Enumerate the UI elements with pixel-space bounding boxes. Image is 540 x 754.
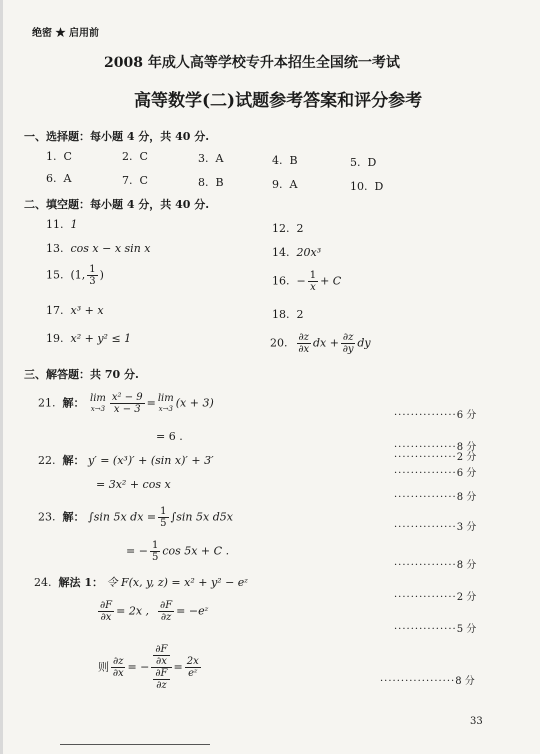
document-title: 高等数学(二)试题参考答案和评分参考 <box>134 91 423 111</box>
fill-answer-17: 17. x³ + x <box>46 304 104 317</box>
fill-answer-16: 16. − $\frac{1}{x}$ + C <box>272 270 342 293</box>
exam-title: 2008 年成人高等学校专升本招生全国统一考试 <box>104 55 400 71</box>
mc-answer: 4. B <box>272 154 298 167</box>
scan-artifact-bottom <box>60 744 210 751</box>
score-marker: ···············5 分 <box>394 624 477 635</box>
score-marker: ···············8 分 <box>394 560 477 571</box>
score-marker: ···············6 分 <box>394 468 477 479</box>
mc-answer: 7. C <box>122 174 148 187</box>
mc-answer: 2. C <box>122 150 148 163</box>
fill-answer-18: 18. 2 <box>272 308 304 321</box>
section-3-heading: 三、解答题：共 70 分. <box>24 368 139 381</box>
score-marker: ···············8 分 <box>394 442 477 453</box>
solution-24: 24. 解法 1： 令 F(x, y, z) = x² + y² − eᶻ <box>34 576 248 589</box>
mc-answer: 1. C <box>46 150 72 163</box>
solution-24-partials: $\frac{\partial F}{\partial x}$ = 2x , $\frac{\partial F}{\partial z}$ = −eᶻ <box>100 600 209 623</box>
score-marker: ···············3 分 <box>394 522 477 533</box>
fill-answer-13: 13. cos x − x sin x <box>46 242 151 255</box>
page-number: 33 <box>470 716 483 727</box>
score-marker: ···············2 分 <box>394 592 477 603</box>
fill-answer-14: 14. 20x³ <box>272 246 322 259</box>
solution-24-result: 则 $\frac{\partial z}{\partial x}$ = − $\frac{\frac{\partial F}{\partial x}}{\frac{\partial F}{\partial z}}$ = $\frac{2x}{\text{eᶻ}}$ <box>98 644 199 691</box>
fill-answer-19: 19. x² + y² ≤ 1 <box>46 332 132 345</box>
fill-answer-11: 11. 1 <box>46 218 78 231</box>
mc-answer: 8. B <box>198 176 224 189</box>
scan-edge <box>0 0 3 754</box>
score-marker: ···············6 分 <box>394 410 477 421</box>
secret-label: 绝密 ★ 启用前 <box>32 28 99 39</box>
score-marker: ···············8 分 <box>394 492 477 503</box>
fill-answer-20: 20. $\frac{\partial z}{\partial x}$ dx + $\frac{\partial z}{\partial y}$ dy <box>270 332 371 355</box>
fill-answer-12: 12. 2 <box>272 222 304 235</box>
score-marker: ···············2 分 <box>394 452 477 463</box>
mc-answer: 3. A <box>198 152 224 165</box>
solution-23: 23. 解： ∫sin 5x dx = $\frac{1}{5}$ ∫sin 5x d5x <box>38 506 233 529</box>
score-marker: ··················8 分 <box>380 676 475 687</box>
solution-21: 21. 解： lim x→3 $\frac{\text{x² − 9}}{x - 3}$ = lim x→3 (x + 3) <box>38 392 214 415</box>
section-1-heading: 一、选择题：每小题 4 分，共 40 分. <box>24 130 210 143</box>
solution-22-line2: = 3x² + cos x <box>96 478 171 491</box>
mc-answer: 5. D <box>350 156 377 169</box>
mc-answer: 6. A <box>46 172 72 185</box>
section-2-heading: 二、填空题：每小题 4 分，共 40 分. <box>24 198 210 211</box>
fill-answer-15: 15. (1, $\frac{1}{3}$ ) <box>46 264 104 287</box>
solution-21-line2: = 6 . <box>156 430 183 443</box>
solution-22: 22. 解： y′ = (x³)′ + (sin x)′ + 3′ <box>38 454 214 467</box>
mc-answer: 10. D <box>350 180 384 193</box>
solution-23-line2: = − $\frac{1}{5}$ cos 5x + C . <box>126 540 230 563</box>
mc-answer: 9. A <box>272 178 298 191</box>
